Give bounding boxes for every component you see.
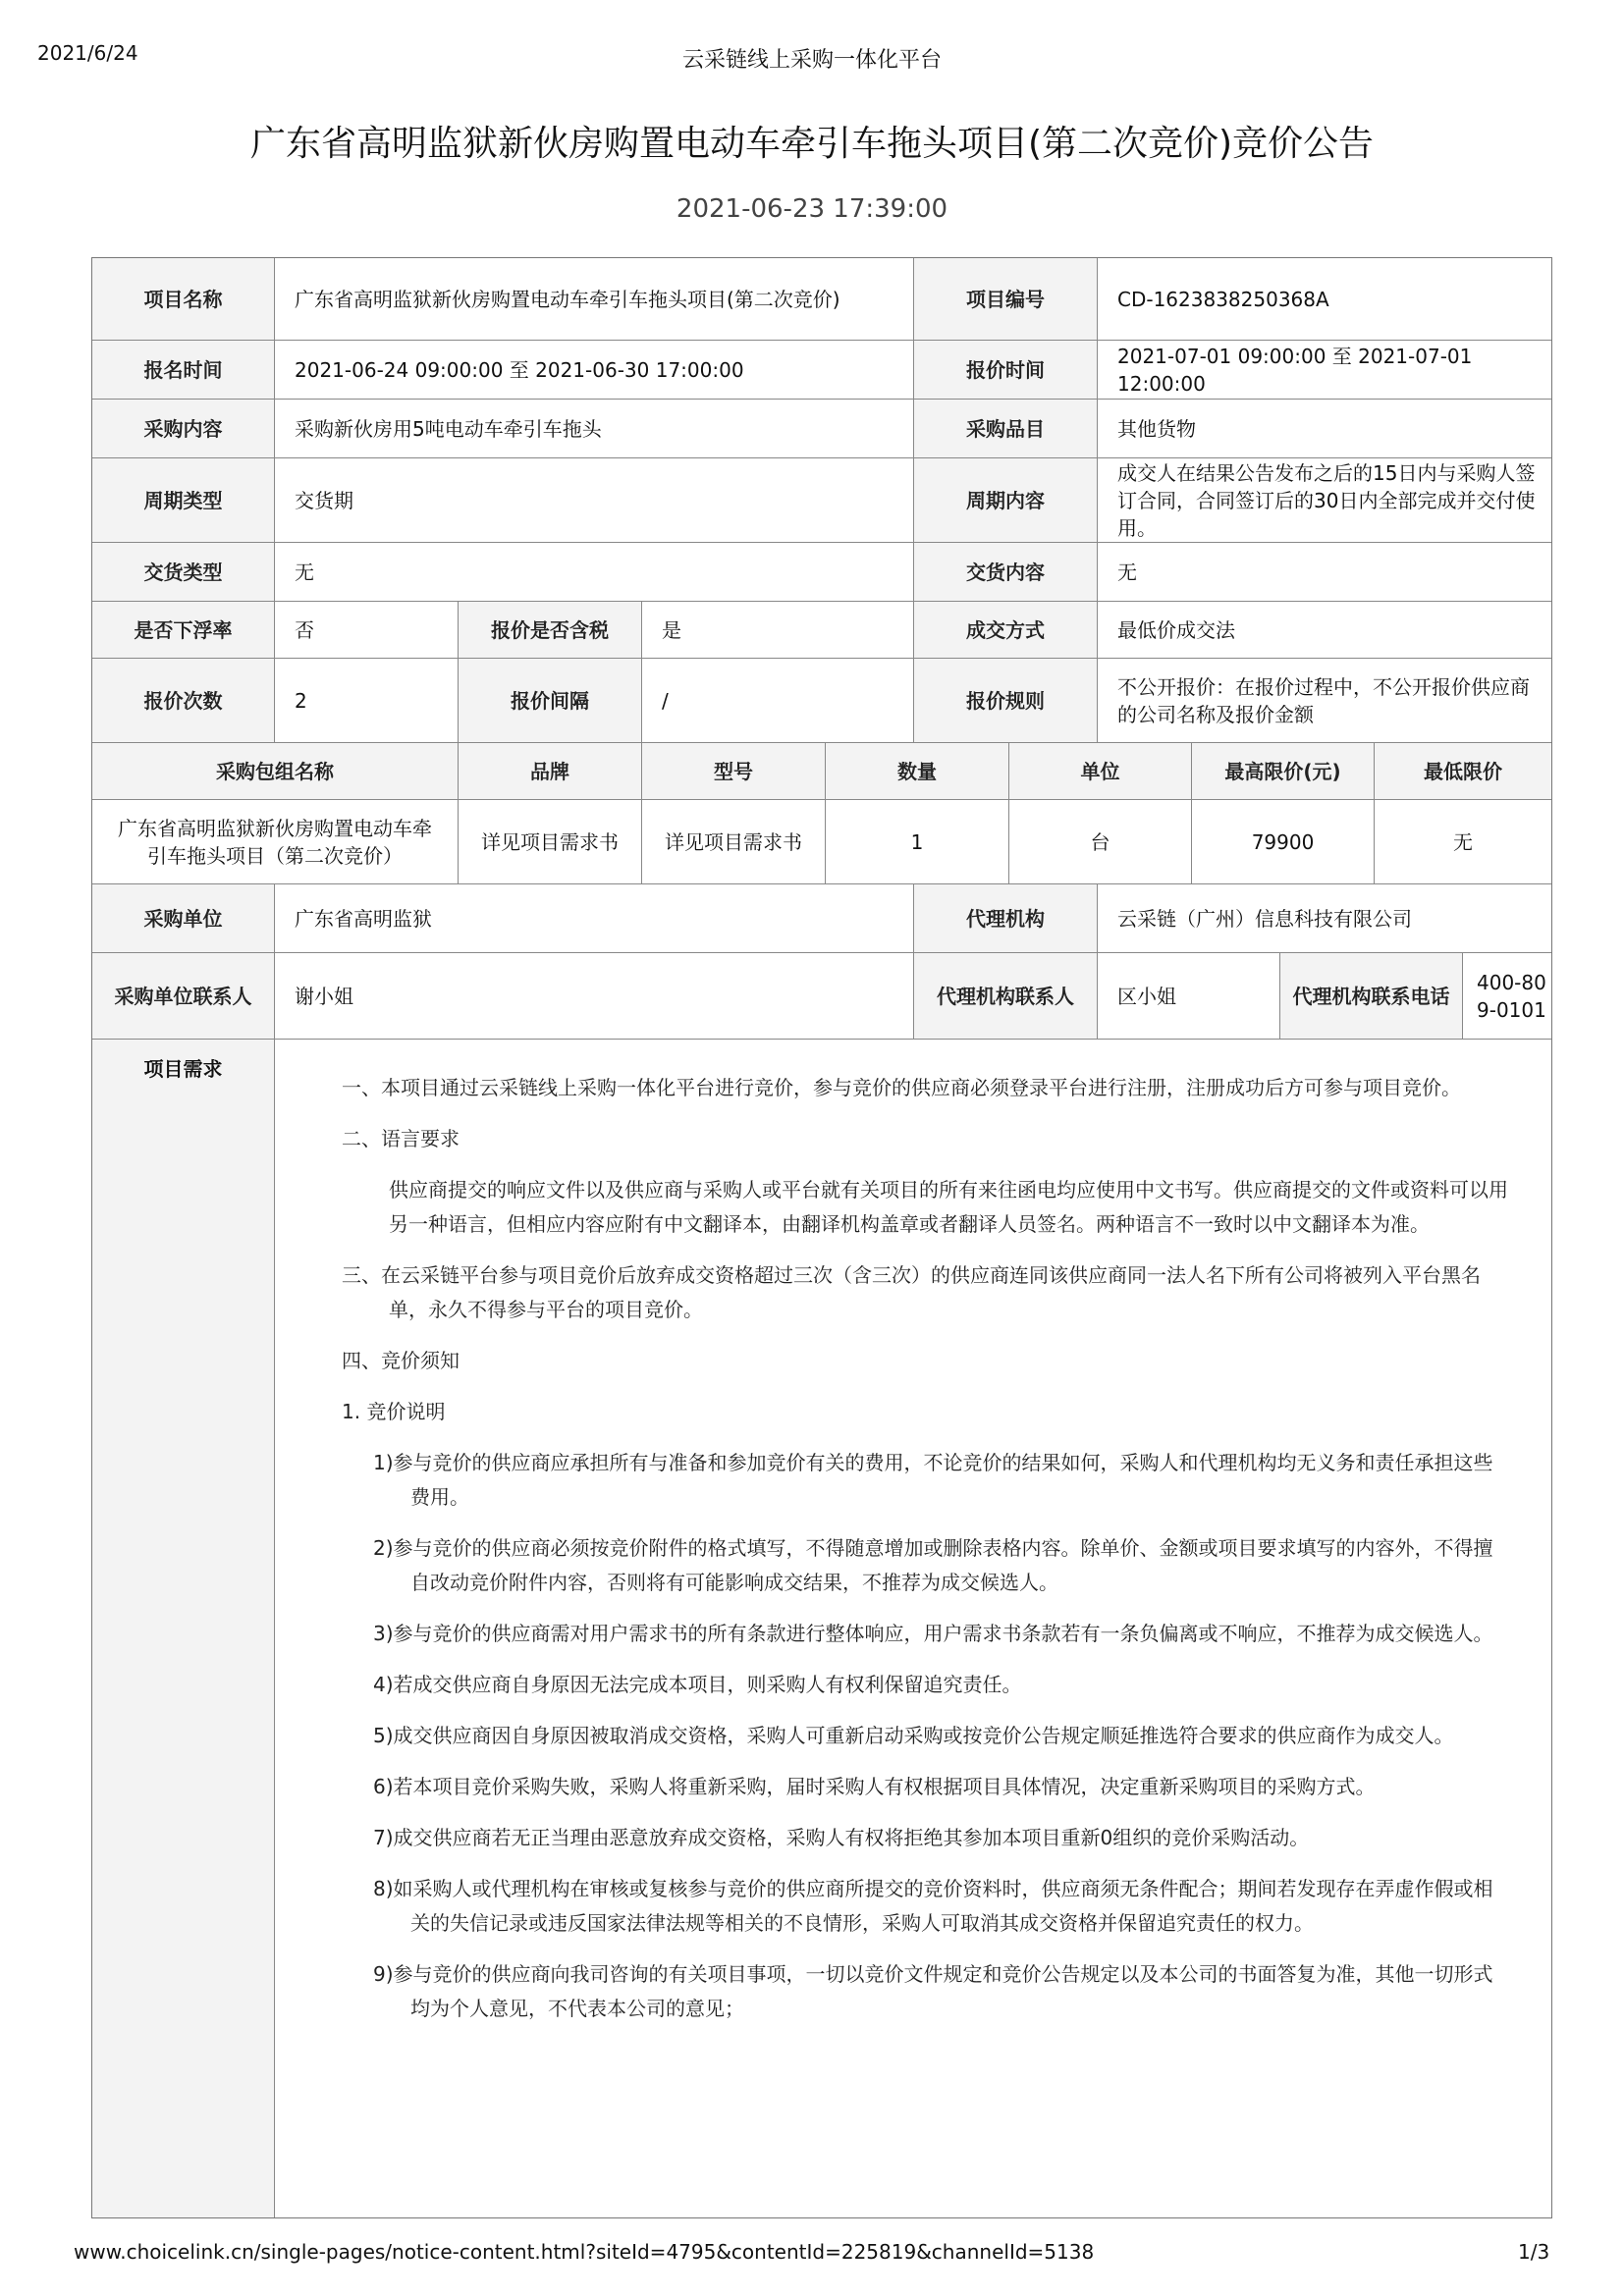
- float-rate-label: 是否下浮率: [92, 602, 275, 659]
- req-item-8: 8)如采购人或代理机构在审核或复核参与竞价的供应商所提交的竞价资料时，供应商须无条件配合；期间若发现存在弄虚作假或相关的失信记录或违反国家法律法规等相关的不良情形，采购人可取消其成交资格并保留追究责任的权力。: [373, 1877, 1493, 1935]
- float-rate-value: 否: [275, 602, 459, 659]
- pkg-header-unit: 单位: [1009, 743, 1192, 800]
- agency-value: 云采链（广州）信息科技有限公司: [1098, 884, 1551, 953]
- delivery-content-value: 无: [1098, 543, 1551, 602]
- tax-included-label: 报价是否含税: [459, 602, 642, 659]
- req-heading-language: 二、语言要求: [342, 1127, 460, 1150]
- quote-rule-label: 报价规则: [914, 659, 1098, 743]
- buyer-contact-value: 谢小姐: [275, 953, 914, 1040]
- delivery-type-label: 交货类型: [92, 543, 275, 602]
- period-content-label: 周期内容: [914, 458, 1098, 543]
- agency-contact-value: 区小姐: [1098, 953, 1280, 1040]
- req-item-3: 3)参与竞价的供应商需对用户需求书的所有条款进行整体响应，用户需求书条款若有一条负偏离或不响应，不推荐为成交候选人。: [373, 1622, 1493, 1645]
- notice-table: [91, 257, 1552, 2218]
- quote-rule-value: 不公开报价：在报价过程中，不公开报价供应商的公司名称及报价金额: [1098, 659, 1551, 743]
- requirements-body: [293, 1040, 1510, 2026]
- quote-interval-value: /: [642, 659, 914, 743]
- delivery-type-value: 无: [275, 543, 914, 602]
- signup-time-label: 报名时间: [92, 341, 275, 400]
- pkg-quantity: 1: [826, 800, 1009, 884]
- req-sub-heading: 1. 竞价说明: [342, 1400, 446, 1423]
- purchase-content-value: 采购新伙房用5吨电动车牵引车拖头: [275, 400, 914, 458]
- quote-time-label: 报价时间: [914, 341, 1098, 400]
- signup-time-value: 2021-06-24 09:00:00 至 2021-06-30 17:00:00: [275, 341, 914, 400]
- project-no-value: CD-1623838250368A: [1098, 258, 1551, 341]
- footer-page-number: 1/3: [1518, 2240, 1550, 2264]
- purchase-category-value: 其他货物: [1098, 400, 1551, 458]
- req-heading-notice: 四、竞价须知: [342, 1349, 460, 1372]
- footer-url: www.choicelink.cn/single-pages/notice-content.html?siteId=4795&contentId=225819&channelId=5138: [74, 2240, 1095, 2264]
- agency-phone-label: 代理机构联系电话: [1280, 953, 1463, 1040]
- req-item-5: 5)成交供应商因自身原因被取消成交资格，采购人可重新启动采购或按竞价公告规定顺延推选符合要求的供应商作为成交人。: [373, 1724, 1454, 1747]
- pkg-name: 广东省高明监狱新伙房购置电动车牵引车拖头项目（第二次竞价）: [92, 800, 459, 884]
- quote-count-value: 2: [275, 659, 459, 743]
- project-name-value: 广东省高明监狱新伙房购置电动车牵引车拖头项目(第二次竞价): [275, 258, 914, 341]
- agency-label: 代理机构: [914, 884, 1098, 953]
- purchase-content-label: 采购内容: [92, 400, 275, 458]
- req-paragraph-3: 三、在云采链平台参与项目竞价后放弃成交资格超过三次（含三次）的供应商连同该供应商同一法人名下所有公司将被列入平台黑名单，永久不得参与平台的项目竞价。: [342, 1263, 1481, 1321]
- purchase-category-label: 采购品目: [914, 400, 1098, 458]
- tax-included-value: 是: [642, 602, 914, 659]
- pkg-header-quantity: 数量: [826, 743, 1009, 800]
- quote-time-value: 2021-07-01 09:00:00 至 2021-07-01 12:00:00: [1098, 341, 1551, 400]
- pkg-model: 详见项目需求书: [642, 800, 826, 884]
- period-type-label: 周期类型: [92, 458, 275, 543]
- publish-time: 2021-06-23 17:39:00: [676, 194, 948, 224]
- deal-method-value: 最低价成交法: [1098, 602, 1551, 659]
- quote-interval-label: 报价间隔: [459, 659, 642, 743]
- agency-contact-label: 代理机构联系人: [914, 953, 1098, 1040]
- pkg-unit: 台: [1009, 800, 1192, 884]
- pkg-header-name: 采购包组名称: [92, 743, 459, 800]
- buyer-label: 采购单位: [92, 884, 275, 953]
- site-name: 云采链线上采购一体化平台: [681, 48, 942, 73]
- pkg-brand: 详见项目需求书: [459, 800, 642, 884]
- req-item-2: 2)参与竞价的供应商必须按竞价附件的格式填写，不得随意增加或删除表格内容。除单价、金额或项目要求填写的内容外，不得擅自改动竞价附件内容，否则将有可能影响成交结果，不推荐为成交候选人。: [373, 1536, 1493, 1594]
- project-no-label: 项目编号: [914, 258, 1098, 341]
- period-content-value: 成交人在结果公告发布之后的15日内与采购人签订合同，合同签订后的30日内全部完成并交付使用。: [1098, 458, 1551, 543]
- pkg-header-model: 型号: [642, 743, 826, 800]
- requirements-section: [92, 1040, 1551, 2217]
- req-item-6: 6)若本项目竞价采购失败，采购人将重新采购，届时采购人有权根据项目具体情况，决定重新采购项目的采购方式。: [373, 1775, 1376, 1798]
- buyer-contact-label: 采购单位联系人: [92, 953, 275, 1040]
- req-item-4: 4)若成交供应商自身原因无法完成本项目，则采购人有权利保留追究责任。: [373, 1673, 1022, 1696]
- agency-phone-value: 400-809-0101: [1463, 953, 1551, 1040]
- pkg-header-brand: 品牌: [459, 743, 642, 800]
- req-paragraph-1: 一、本项目通过云采链线上采购一体化平台进行竞价，参与竞价的供应商必须登录平台进行注册，注册成功后方可参与项目竞价。: [342, 1076, 1461, 1099]
- period-type-value: 交货期: [275, 458, 914, 543]
- notice-title: 广东省高明监狱新伙房购置电动车牵引车拖头项目(第二次竞价)竞价公告: [249, 124, 1375, 164]
- req-item-1: 1)参与竞价的供应商应承担所有与准备和参加竞价有关的费用，不论竞价的结果如何，采购人和代理机构均无义务和责任承担这些费用。: [373, 1451, 1493, 1509]
- buyer-value: 广东省高明监狱: [275, 884, 914, 953]
- pkg-max-price: 79900: [1192, 800, 1375, 884]
- pkg-header-min-price: 最低限价: [1375, 743, 1551, 800]
- project-name-label: 项目名称: [92, 258, 275, 341]
- requirements-label: 项目需求: [92, 1040, 275, 2217]
- deal-method-label: 成交方式: [914, 602, 1098, 659]
- quote-count-label: 报价次数: [92, 659, 275, 743]
- print-date: 2021/6/24: [37, 41, 138, 65]
- req-item-7: 7)成交供应商若无正当理由恶意放弃成交资格，采购人有权将拒绝其参加本项目重新0组织的竞价采购活动。: [373, 1826, 1310, 1849]
- req-item-9: 9)参与竞价的供应商向我司咨询的有关项目事项，一切以竞价文件规定和竞价公告规定以及本公司的书面答复为准，其他一切形式均为个人意见，不代表本公司的意见；: [373, 1962, 1493, 2020]
- req-paragraph-language: 供应商提交的响应文件以及供应商与采购人或平台就有关项目的所有来往函电均应使用中文书写。供应商提交的文件或资料可以用另一种语言，但相应内容应附有中文翻译本，由翻译机构盖章或者翻译人员签名。两种语言不一致时以中文翻译本为准。: [389, 1178, 1508, 1236]
- pkg-header-max-price: 最高限价(元): [1192, 743, 1375, 800]
- pkg-min-price: 无: [1375, 800, 1551, 884]
- delivery-content-label: 交货内容: [914, 543, 1098, 602]
